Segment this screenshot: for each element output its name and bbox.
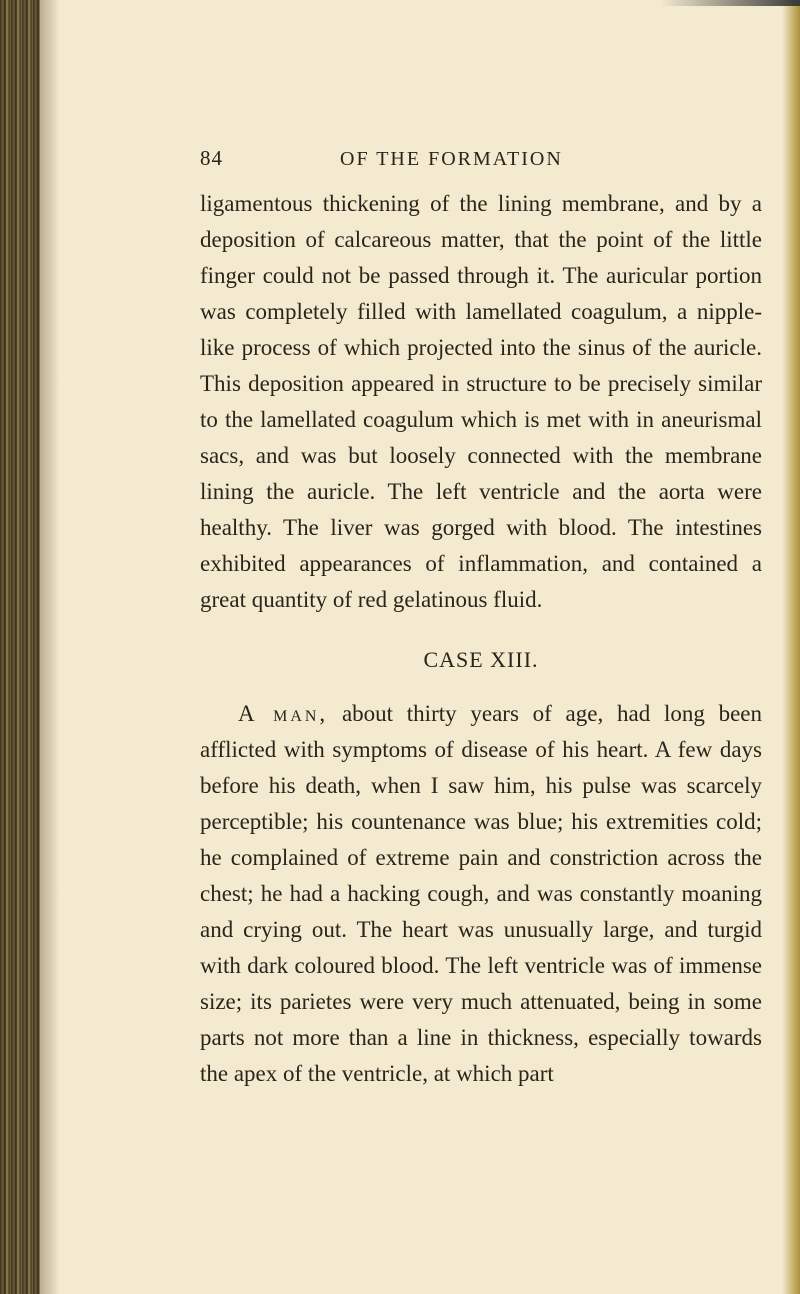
page-fore-edge	[782, 0, 800, 1294]
case-opening-word: A man,	[238, 701, 329, 726]
page-number: 84	[200, 146, 223, 170]
body-text	[200, 186, 762, 1092]
continuation-paragraph: ligamentous thickening of the lining membrane, and by a deposition of calcareous matter, that the point of the little finger could not be passed through it. The auricular portion was completely filled with lamellated coagulum, a nipple-like process of which projected into the sinus of the auricle. This deposition appeared in structure to be precisely similar to the lamellated coagulum which is met with in aneurismal sacs, and was but loosely connected with the membrane lining the auricle. The left ventricle and the aorta were healthy. The liver was gorged with blood. The intestines exhibited appearances of inflammation, and contained a great quantity of red gelatinous fluid.	[200, 191, 762, 612]
case-heading: CASE XIII.	[423, 647, 539, 672]
case-paragraph	[200, 696, 762, 1092]
page-top-shadow	[660, 0, 800, 6]
page-header	[200, 146, 760, 176]
book-binding-edge	[0, 0, 40, 1294]
case-body-text: about thirty years of age, had long been afflicted with symptoms of disease of his heart. A few days before his death, when I saw him, his pulse was scarcely perceptible; his countenance was blue; his extremities cold; he complained of extreme pain and constriction across the chest; he had a hacking cough, and was constantly moaning and crying out. The heart was unusually large, and turgid with dark coloured blood. The left ventricle was of immense size; its parietes were very much attenuated, being in some parts not more than a line in thickness, especially towards the apex of the ventricle, at which part	[200, 701, 762, 1086]
running-head: OF THE FORMATION	[340, 148, 563, 170]
